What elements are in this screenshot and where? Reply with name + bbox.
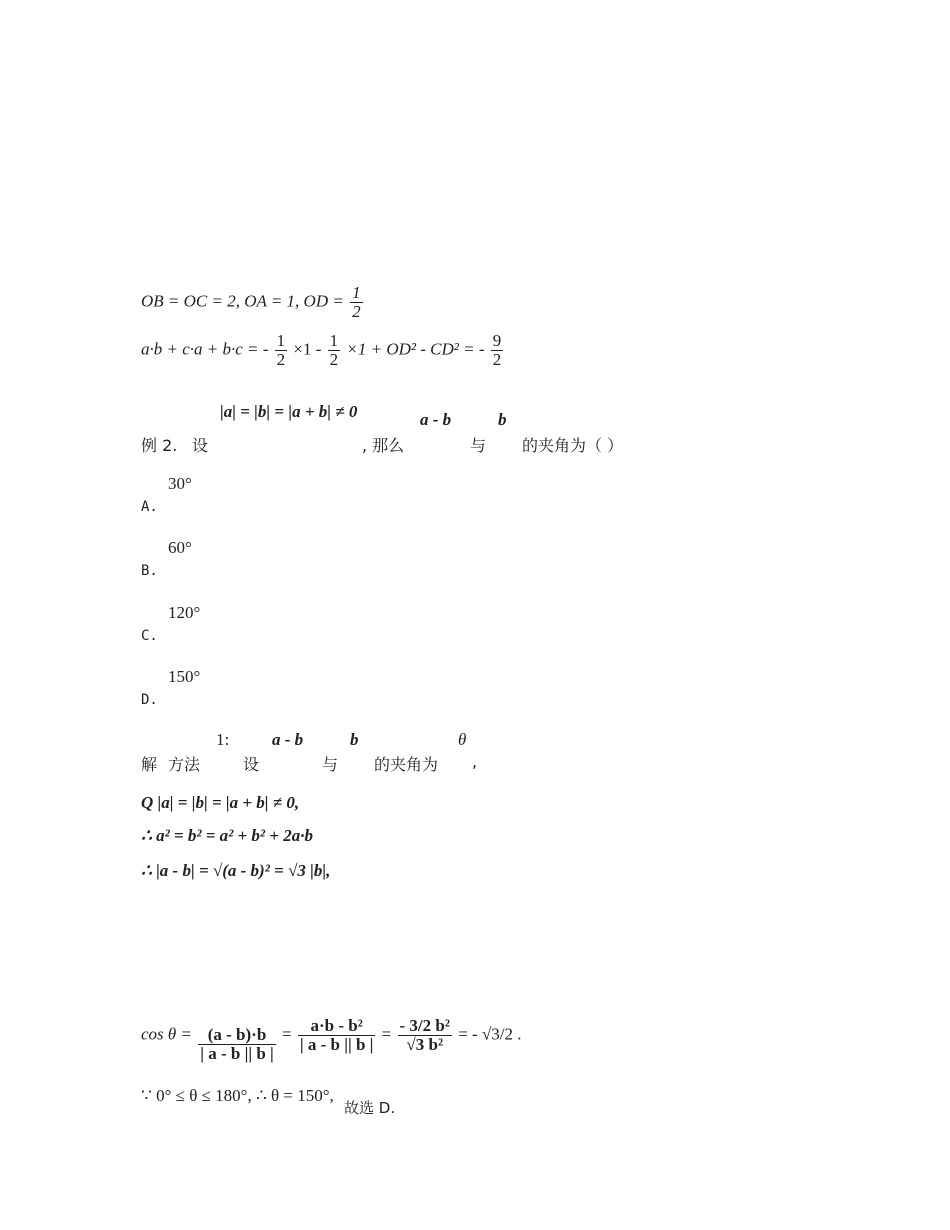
example-then: , 那么 xyxy=(362,436,405,455)
option-a-value: 30° xyxy=(168,474,192,493)
example-tail: 的夹角为（ ） xyxy=(522,436,624,455)
dot-mid: ×1 - xyxy=(293,339,322,359)
option-d-value: 150° xyxy=(168,667,201,686)
solution-head: 解 xyxy=(141,755,158,774)
od-numerator: 1 xyxy=(352,283,361,302)
solution-theta: θ xyxy=(458,730,467,749)
dot-tail: ×1 + OD² - CD² = - xyxy=(346,339,485,359)
fraction-2-num: 1 xyxy=(329,331,339,350)
example-with: 与 xyxy=(470,436,487,455)
cos-fraction-2 xyxy=(298,1017,376,1054)
option-b-value: 60° xyxy=(168,538,192,557)
solution-method: 方法 xyxy=(168,755,201,774)
cos-fraction-1-num: (a - b)·b xyxy=(207,1025,267,1044)
result-fraction xyxy=(491,332,504,369)
cos-line: cos θ = $\frac{(a - b)\cdot b}{| a - b || b |}$ = $\frac{\text{a·b - b²}}{| a - b || b |}$ = $\frac{\text{- 3/2 b²}}{\text{√3 b²}}$ = - √3/2 . xyxy=(141,1016,522,1063)
step-3: ∴ |a - b| = √(a - b)² = √3 |b|, xyxy=(141,861,331,880)
fraction-2-den: 2 xyxy=(329,349,339,369)
solution-set: 设 xyxy=(243,755,260,774)
option-c-value: 120° xyxy=(168,603,201,622)
cos-fraction-3-den: √3 b² xyxy=(398,1035,452,1054)
step-1: Q |a| = |b| = |a + b| ≠ 0, xyxy=(141,793,300,812)
solution-comma: , xyxy=(472,752,478,771)
cos-fraction-3-num: - 3/2 b² xyxy=(399,1016,450,1035)
solution-vec1: a - b xyxy=(272,730,304,749)
cos-result: = - √3/2 . xyxy=(458,1024,522,1044)
dot-product-line xyxy=(141,332,505,369)
cos-fraction-2-num: a·b - b² xyxy=(310,1016,363,1035)
fraction-1 xyxy=(275,332,288,369)
example-label: 例 2. xyxy=(141,436,178,455)
fraction-1-num: 1 xyxy=(276,331,286,350)
cos-fraction-1-den: | a - b || b | xyxy=(200,1043,274,1063)
step-2: ∴ a² = b² = a² + b² + 2a·b xyxy=(141,826,313,845)
setup-given: OB = OC = 2, OA = 1, OD = xyxy=(141,291,344,311)
setup-line xyxy=(141,284,365,321)
range-line: ∵ 0° ≤ θ ≤ 180°, ∴ θ = 150°, xyxy=(141,1086,334,1105)
solution-with: 与 xyxy=(322,755,339,774)
fraction-1-den: 2 xyxy=(276,349,286,369)
option-d-letter[interactable]: D. xyxy=(141,692,158,708)
example-condition: |a| = |b| = |a + b| ≠ 0 xyxy=(220,402,358,421)
option-a-letter[interactable]: A. xyxy=(141,499,158,515)
od-denominator: 2 xyxy=(352,301,361,321)
dot-lhs: a·b + c·a + b·c = - xyxy=(141,339,269,359)
result-den: 2 xyxy=(492,349,502,369)
cos-fraction-1 xyxy=(198,1026,276,1063)
result-num: 9 xyxy=(492,331,502,350)
method-number: 1: xyxy=(216,730,230,749)
cos-fraction-2-den: | a - b || b | xyxy=(299,1034,374,1054)
example-vec1: a - b xyxy=(420,410,452,429)
cos-fraction-3 xyxy=(398,1017,452,1054)
conclusion: 故选 D. xyxy=(344,1099,396,1117)
option-c-letter[interactable]: C. xyxy=(141,628,158,644)
cos-lhs: cos θ = xyxy=(141,1024,192,1044)
example-set: 设 xyxy=(192,436,209,455)
example-vec2: b xyxy=(498,410,507,429)
option-b-letter[interactable]: B. xyxy=(141,563,158,579)
solution-angle-text: 的夹角为 xyxy=(374,755,439,774)
solution-vec2: b xyxy=(350,730,359,749)
od-fraction xyxy=(350,284,363,321)
fraction-2 xyxy=(328,332,341,369)
